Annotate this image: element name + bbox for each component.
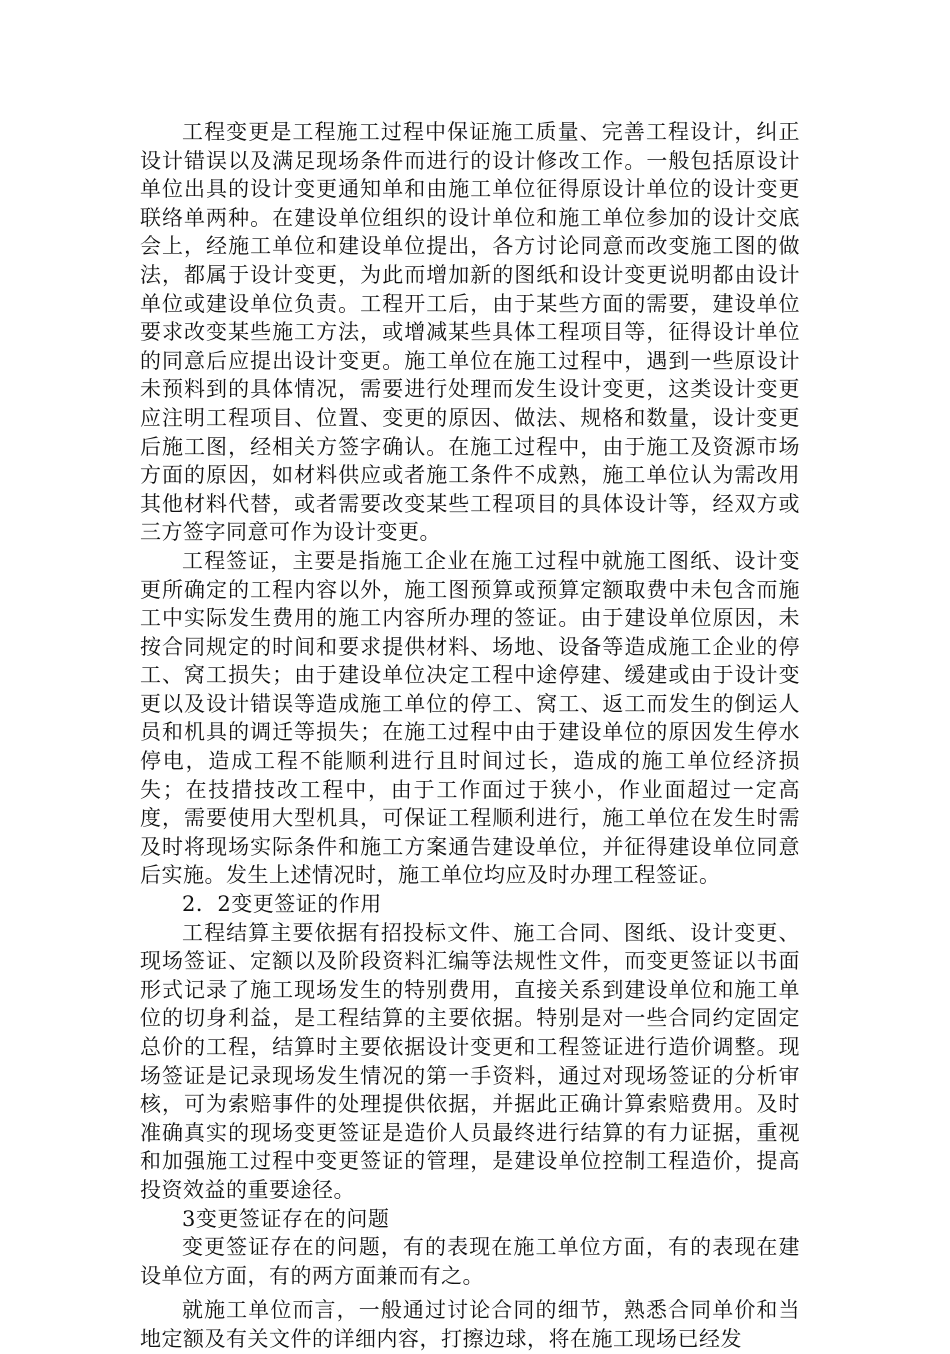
section-heading-3: 3变更签证存在的问题 — [182, 1206, 390, 1231]
document-body — [140, 118, 800, 1354]
paragraph-role-of-change-visa: 工程结算主要依据有招投标文件、施工合同、图纸、设计变更、现场签证、定额以及阶段资料汇编等法规性文件，而变更签证以书面形式记录了施工现场发生的特别费用，直接关系到建设单位和施工单位的切身利益，是工程结算的主要依据。特别是对一些合同约定固定总价的工程，结算时主要依据设计变更和工程签证进行造价调整。现场签证是记录现场发生情况的第一手资料，通过对现场签证的分析审核，可为索赔事件的处理提供依据，并据此正确计算索赔费用。及时准确真实的现场变更签证是造价人员最终进行结算的有力证据，重视和加强施工过程中变更签证的管理，是建设单位控制工程造价，提高投资效益的重要途径。 — [140, 920, 800, 1202]
paragraph-engineering-visa: 工程签证，主要是指施工企业在施工过程中就施工图纸、设计变更所确定的工程内容以外，施工图预算或预算定额取费中未包含而施工中实际发生费用的施工内容所办理的签证。由于建设单位原因，未按合同规定的时间和要求提供材料、场地、设备等造成施工企业的停工、窝工损失；由于建设单位决定工程中途停建、缓建或由于设计变更以及设计错误等造成施工单位的停工、窝工、返工而发生的倒运人员和机具的调迁等损失；在施工过程中由于建设单位的原因发生停水停电，造成工程不能顺利进行且时间过长，造成的施工单位经济损失；在技措技改工程中，由于工作面过于狭小，作业面超过一定高度，需要使用大型机具，可保证工程顺利进行，施工单位在发生时需及时将现场实际条件和施工方案通告建设单位，并征得建设单位同意后实施。发生上述情况时，施工单位均应及时办理工程签证。 — [140, 548, 800, 888]
section-heading-2-2: 2．2变更签证的作用 — [182, 892, 382, 917]
paragraph-problems-intro: 变更签证存在的问题，有的表现在施工单位方面，有的表现在建设单位方面，有的两方面兼而有之。 — [140, 1235, 800, 1288]
paragraph-contractor-side: 就施工单位而言，一般通过讨论合同的细节，熟悉合同单价和当地定额及有关文件的详细内容，打擦边球，将在施工现场已经发 — [140, 1298, 800, 1351]
paragraph-engineering-change: 工程变更是工程施工过程中保证施工质量、完善工程设计，纠正设计错误以及满足现场条件而进行的设计修改工作。一般包括原设计单位出具的设计变更通知单和由施工单位征得原设计单位的设计变更联络单两种。在建设单位组织的设计单位和施工单位参加的设计交底会上，经施工单位和建设单位提出，各方讨论同意而改变施工图的做法，都属于设计变更，为此而增加新的图纸和设计变更说明都由设计单位或建设单位负责。工程开工后，由于某些方面的需要，建设单位要求改变某些施工方法，或增减某些具体工程项目等，征得设计单位的同意后应提出设计变更。施工单位在施工过程中，遇到一些原设计未预料到的具体情况，需要进行处理而发生设计变更，这类设计变更应注明工程项目、位置、变更的原因、做法、规格和数量，设计变更后施工图，经相关方签字确认。在施工过程中，由于施工及资源市场方面的原因，如材料供应或者施工条件不成熟，施工单位认为需改用其他材料代替，或者需要改变某些工程项目的具体设计等，经双方或三方签字同意可作为设计变更。 — [140, 120, 800, 545]
